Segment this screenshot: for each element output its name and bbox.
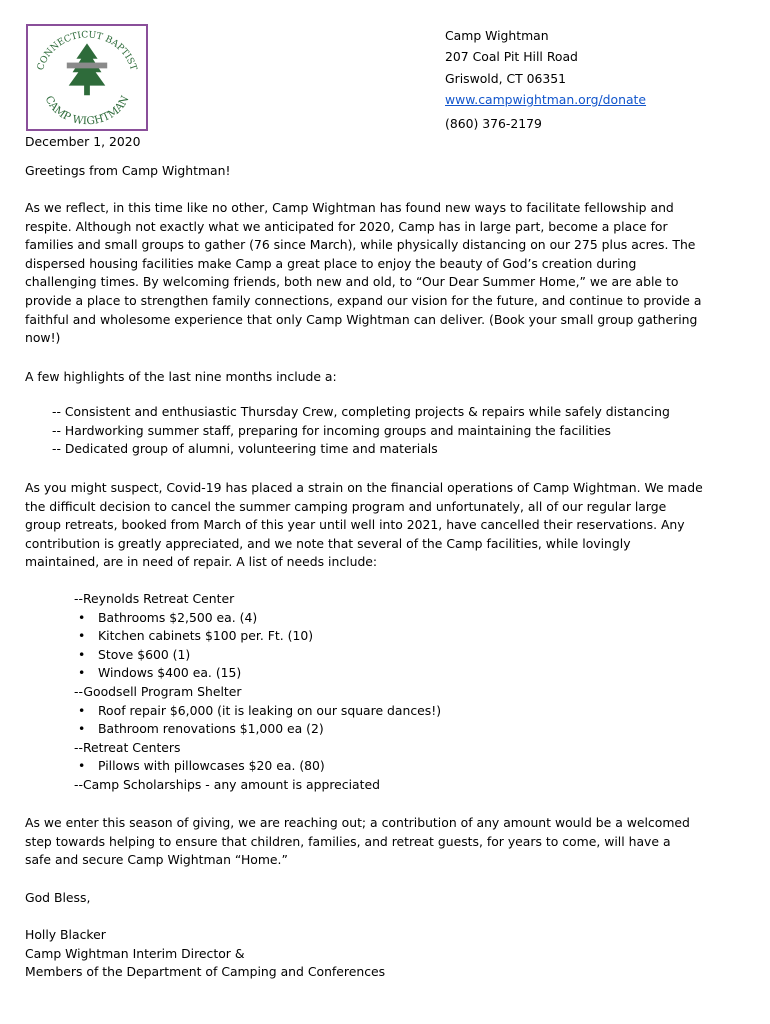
highlights-intro: A few highlights of the last nine months include a: (25, 369, 337, 384)
paragraph-1-line: respite. Although not exactly what we anticipated for 2020, Camp has in large part, become a place for (25, 218, 668, 234)
paragraph-2-line: As you might suspect, Covid-19 has placed a strain on the financial operations of Camp Wightman. We made (25, 480, 703, 495)
logo-bottom-text: CAMP WIGHTMAN (42, 93, 132, 128)
address-phone: (860) 376-2179 (445, 115, 542, 131)
needs-item: • Stove $600 (1) (74, 646, 441, 665)
donate-link[interactable]: www.campwightman.org/donate (445, 92, 647, 108)
paragraph-3-line: safe and secure Camp Wightman “Home.” (25, 852, 288, 868)
closing: God Bless, (25, 890, 91, 905)
sender-address (445, 25, 646, 134)
paragraph-2-line: group retreats, booked from March of this year until well into 2021, have cancelled their reservations. Any (25, 517, 685, 533)
paragraph-1-line: faithful and wholesome experience that only Camp Wightman can deliver. (Book your small group gathering (25, 311, 698, 327)
highlights-list (52, 403, 670, 459)
letter-date: December 1, 2020 (25, 134, 141, 149)
paragraph-2-line: contribution is greatly appreciated, and we note that several of the Camp facilities, while lovingly (25, 535, 631, 551)
highlight-item: -- Hardworking summer staff, preparing for incoming groups and maintaining the facilities (52, 422, 612, 438)
logo-top-text: CONNECTICUT BAPTIST (36, 30, 138, 72)
needs-item: • Bathroom renovations $1,000 ea (2) (74, 720, 441, 739)
needs-item: • Pillows with pillowcases $20 ea. (80) (74, 757, 441, 776)
address-city: Griswold, CT 06351 (445, 70, 567, 86)
needs-item: • Bathrooms $2,500 ea. (4) (74, 609, 441, 628)
paragraph-3 (25, 814, 690, 870)
highlight-item: -- Dedicated group of alumni, volunteering time and materials (52, 441, 438, 457)
logo-cross (67, 63, 107, 69)
needs-item: • Roof repair $6,000 (it is leaking on our square dances!) (74, 702, 441, 721)
signer-title: Camp Wightman Interim Director & (25, 945, 245, 961)
needs-item: • Windows $400 ea. (15) (74, 664, 441, 683)
paragraph-2-line: maintained, are in need of repair. A list of needs include: (25, 554, 378, 570)
signer-department: Members of the Department of Camping and Conferences (25, 964, 386, 980)
greeting: Greetings from Camp Wightman! (25, 163, 231, 178)
paragraph-3-line: step towards helping to ensure that children, families, and retreat guests, for years to come, will have a (25, 833, 671, 849)
paragraph-1-line: dispersed housing facilities make Camp a great place to enjoy the beauty of God’s creation during (25, 255, 637, 271)
logo-tree (69, 43, 106, 95)
paragraph-2-line: the difficult decision to cancel the summer camping program and unfortunately, all of our regular large (25, 498, 667, 514)
needs-list (74, 590, 441, 795)
highlight-item: -- Consistent and enthusiastic Thursday Crew, completing projects & repairs while safely distancing (52, 404, 670, 419)
paragraph-1-line: families and small groups to gather (76 since March), while physically distancing on our 275 plus acres. The (25, 237, 696, 253)
logo-emblem-icon (28, 26, 146, 129)
paragraph-3-line: As we enter this season of giving, we are reaching out; a contribution of any amount would be a welcomed (25, 815, 690, 830)
paragraph-1 (25, 199, 701, 348)
paragraph-1-line: challenging times. By welcoming friends, both new and old, to “Our Dear Summer Home,” we are able to (25, 274, 679, 290)
needs-heading: --Camp Scholarships - any amount is appreciated (74, 776, 380, 792)
camp-logo (26, 24, 148, 131)
address-street: 207 Coal Pit Hill Road (445, 49, 578, 65)
needs-heading: --Retreat Centers (74, 739, 181, 755)
needs-heading: --Goodsell Program Shelter (74, 683, 242, 699)
needs-item: • Kitchen cabinets $100 per. Ft. (10) (74, 627, 441, 646)
needs-heading: --Reynolds Retreat Center (74, 591, 235, 606)
address-name: Camp Wightman (445, 28, 549, 43)
signature-block (25, 926, 385, 982)
paragraph-1-line: now!) (25, 330, 61, 346)
paragraph-1-line: As we reflect, in this time like no other, Camp Wightman has found new ways to facilitate fellowship and (25, 200, 674, 215)
svg-text:CAMP WIGHTMAN (43, 94, 132, 127)
paragraph-1-line: provide a place to strengthen family connections, expand our vision for the future, and continue to provide a (25, 292, 702, 308)
signer-name: Holly Blacker (25, 927, 106, 942)
paragraph-2 (25, 479, 703, 572)
